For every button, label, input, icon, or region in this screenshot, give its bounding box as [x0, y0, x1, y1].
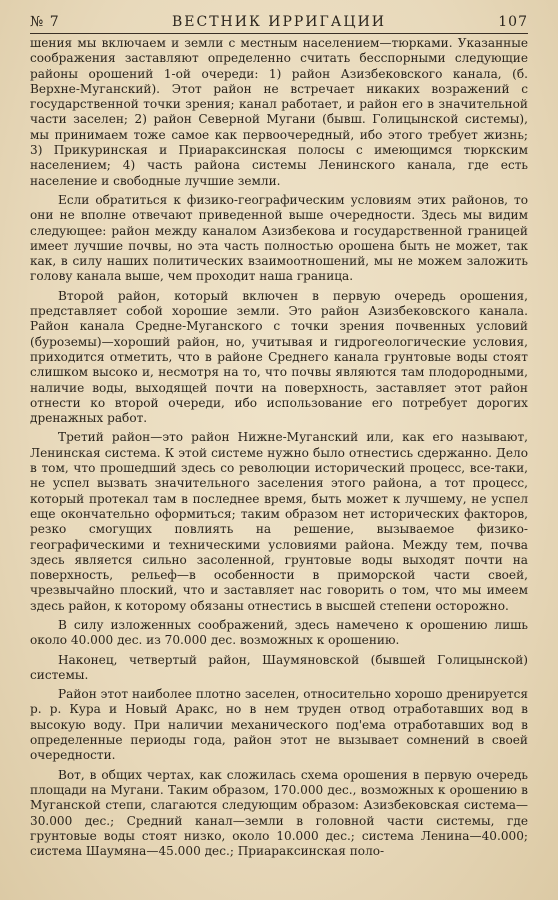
paragraph-5: В силу изложенных соображений, здесь намечено к орошению лишь около 40.000 дес. из 70.000 дес. возможных к орошению. [30, 617, 528, 648]
paragraph-6: Наконец, четвертый район, Шаумяновской (бывшей Голицынской) системы. [30, 652, 528, 682]
header-rule [30, 33, 528, 34]
paragraph-2: Если обратиться к физико-географическим условиям этих районов, то они не вполне отвечают приведенной выше очередности. Здесь мы видим следующее: район между каналом Азизбекова и государственной границей имеет лучшие почвы, но эта часть полностью орошена быть не может, так как, в силу наших политических взаимоотношений, мы не можем заложить голову канала выше, чем проходит наша граница. [30, 192, 528, 284]
paragraph-3: Второй район, который включен в первую очередь орошения, представляет собой хорошие земли. Это район Азизбековского канала. Район канала Средне-Муганского с точки зрения почвенных условий (буроземы)—хороший район, но, учитывая и гидрогеологические условия, приходится отметить, что в районе Среднего канала грунтовые воды стоят слишком высоко и, несмотря на то, что почвы являются там плодородными, наличие воды, выходящей почти на поверхность, заставляет этот район отнести ко второй очереди, ибо использование его потребует дорогих дренажных работ. [30, 288, 528, 426]
paragraph-7: Район этот наиболее плотно заселен, относительно хорошо дренируется р. р. Кура и Новый Аракс, но в нем труден отвод отработавших вод в высокую воду. При наличии механического под'ема отработавших вод в определенные периоды года, район этот не вызывает сомнений в своей очередности. [30, 687, 528, 763]
paragraph-1: шения мы включаем и земли с местным населением—тюрками. Указанные соображения заставляют определенно считать бесспорными следующие районы орошений 1-ой очереди: 1) район Азизбековского канала, (б. Верхне-Муганский). Этот район не встречает никаких возражений с государственной точки зрения; канал работает, и район его в значительной части заселен; 2) район Северной Мугани (бывш. Голицынской системы), мы принимаем тоже самое как первоочередный, ибо этого требует жизнь; 3) Прикуринская и Приараксинская полосы с имеющимся тюркским населением; 4) часть района системы Ленинского канала, где есть население и свободные лучшие земли. [30, 36, 528, 188]
article-body [30, 36, 528, 859]
journal-title: ВЕСТНИК ИРРИГАЦИИ [171, 14, 387, 30]
paragraph-8: Вот, в общих чертах, как сложилась схема орошения в первую очередь площади на Мугани. Таким образом, 170.000 дес., возможных к орошению в Муганской степи, слагаются следующим образом: Азизбековская система—30.000 дес.; Средний канал—земли в головной части системы, где грунтовые воды стоят низко, около 10.000 дес.; система Ленина—40.000; система Шаумяна—45.000 дес.; Приараксинская поло- [30, 767, 528, 859]
paragraph-4: Третий район—это район Нижне-Муганский или, как его называют, Ленинская система. К этой системе нужно было отнестись сдержанно. Дело в том, что прошедший здесь со революции исторический процесс, все-таки, не успел вызвать значительного заселения этого района, а тот процесс, который протекал там в последнее время, быть может к лучшему, не успел еще окончательно оформиться; таким образом нет исторических факторов, резко смогущих повлиять на решение, вызываемое физико-географическими и техническими условиями района. Между тем, почва здесь является сильно засоленной, грунтовые воды выходят почти на поверхность, рельеф—в особенности в приморской части своей, чрезвычайно плоский, что и заставляет нас говорить о том, что мы имеем здесь район, к которому обязаны отнестись в высшей степени осторожно. [30, 430, 528, 613]
issue-number: № 7 [30, 14, 60, 30]
running-header [30, 14, 528, 30]
page-number: 107 [498, 14, 528, 30]
